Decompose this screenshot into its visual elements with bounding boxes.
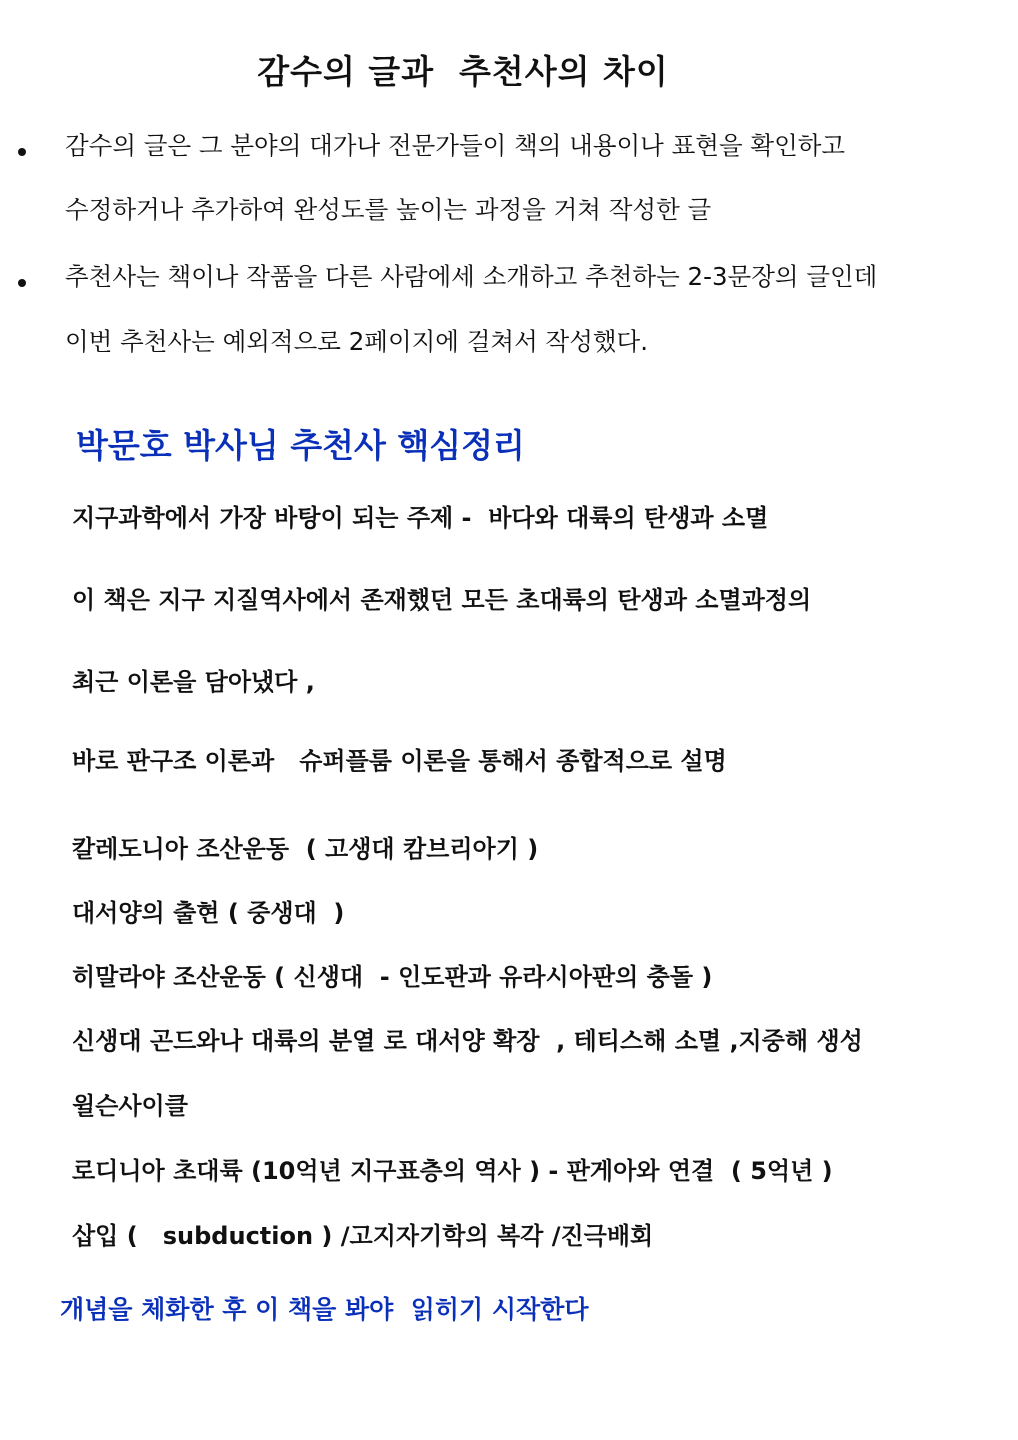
point-11: 삽입 ( subduction ) /고지자기학의 복각 /진극배회 xyxy=(72,1222,654,1250)
bullet-dot-2 xyxy=(18,279,26,287)
point-2: 이 책은 지구 지질역사에서 존재했던 모든 초대륙의 탄생과 소멸과정의 xyxy=(72,586,812,614)
point-1: 지구과학에서 가장 바탕이 되는 주제 - 바다와 대륙의 탄생과 소멸 xyxy=(72,504,769,532)
page-title: 감수의 글과 추천사의 차이 xyxy=(257,52,669,91)
point-3: 최근 이론을 담아냈다 , xyxy=(72,668,315,696)
closing-statement: 개념을 체화한 후 이 책을 봐야 읽히기 시작한다 xyxy=(60,1295,589,1324)
point-10: 로디니아 초대륙 (10억년 지구표층의 역사 ) - 판게아와 연결 ( 5억년 ) xyxy=(72,1157,833,1185)
point-7: 히말라야 조산운동 ( 신생대 - 인도판과 유라시아판의 충돌 ) xyxy=(72,963,713,991)
bullet-2-line-2: 이번 추천사는 예외적으로 2페이지에 걸쳐서 작성했다. xyxy=(65,327,648,356)
bullet-dot-1 xyxy=(18,148,26,156)
bullet-1-line-2: 수정하거나 추가하여 완성도를 높이는 과정을 거쳐 작성한 글 xyxy=(65,195,712,224)
point-4: 바로 판구조 이론과 슈퍼플룸 이론을 통해서 종합적으로 설명 xyxy=(72,747,727,775)
section-heading: 박문호 박사님 추천사 핵심정리 xyxy=(76,426,525,465)
point-8: 신생대 곤드와나 대륙의 분열 로 대서양 확장 , 테티스해 소멸 ,지중해 생성 xyxy=(72,1027,863,1055)
point-9: 윌슨사이클 xyxy=(72,1092,188,1120)
bullet-2-line-1: 추천사는 책이나 작품을 다른 사람에세 소개하고 추천하는 2-3문장의 글인데 xyxy=(65,262,878,291)
point-5: 칼레도니아 조산운동 ( 고생대 캄브리아기 ) xyxy=(72,835,539,863)
point-6: 대서양의 출현 ( 중생대 ) xyxy=(72,899,345,927)
bullet-1-line-1: 감수의 글은 그 분야의 대가나 전문가들이 책의 내용이나 표현을 확인하고 xyxy=(65,131,846,160)
